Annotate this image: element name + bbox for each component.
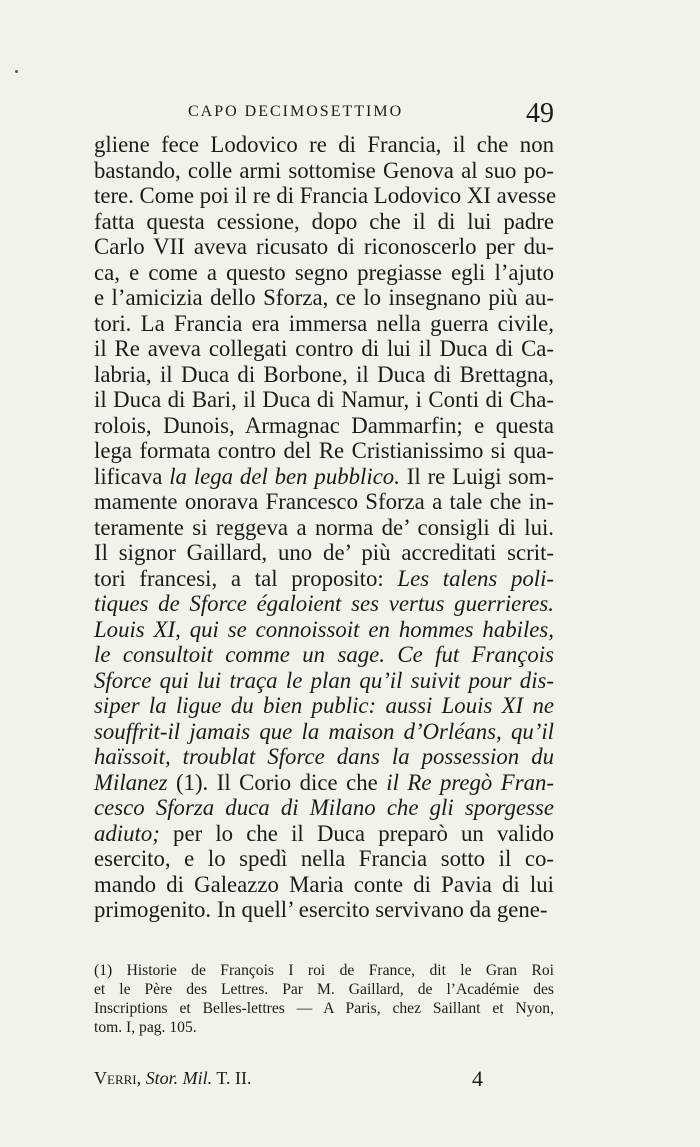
italic-segment: Les talens poli-: [397, 565, 555, 591]
italic-segment: Sforce qui lui traça le plan qu’il suivit pour dis-: [94, 667, 554, 693]
running-head: CAPO DECIMOSETTIMO: [188, 103, 404, 120]
text-segment: ca, e come a questo segno pregiasse egli l’ajuto: [94, 259, 554, 285]
text-line: [94, 719, 554, 745]
text-segment: per lo che il Duca preparò un valido: [159, 820, 554, 846]
text-segment: il Duca di Bari, il Duca di Namur, i Conti di Cha-: [94, 387, 554, 412]
page-number: 49: [526, 98, 554, 129]
text-segment: primogenito. In quell’ esercito servivano da gene-: [94, 897, 548, 922]
text-segment: rolois, Dunois, Armagnac Dammarfin; e questa: [94, 412, 554, 438]
text-line: [94, 362, 554, 388]
text-line: [94, 693, 554, 719]
text-line: [94, 795, 554, 821]
text-line: [94, 311, 554, 337]
text-line: [94, 668, 554, 694]
page-footer: [94, 1068, 554, 1098]
text-line: [94, 872, 554, 898]
text-line: [94, 183, 557, 209]
text-line: [94, 464, 554, 490]
italic-segment: siper la ligue du bien public: aussi Louis XI ne: [94, 693, 554, 718]
text-line: [94, 387, 554, 413]
text-line: [94, 285, 554, 311]
text-line: [94, 489, 554, 515]
footnote-line: (1) Historie de François I roi de France, dit le Gran Roi: [94, 962, 554, 979]
text-segment: gliene fece Lodovico re di Francia, il che non: [94, 132, 554, 157]
text-segment: e l’amicizia dello Sforza, ce lo insegnano più au-: [94, 285, 554, 310]
text-segment: mando di Galeazzo Maria conte di Pavia di lui: [94, 871, 554, 897]
text-line: [94, 744, 554, 770]
text-segment: (1). Il Corio dice che: [167, 769, 387, 795]
text-line: [94, 336, 554, 362]
text-line: [94, 846, 554, 872]
text-line: [94, 413, 554, 439]
body-text: [94, 132, 557, 923]
italic-segment: le consultoit comme un sage. Ce fut François: [94, 642, 554, 667]
text-segment: tere. Come poi il re di Francia Lodovico XI avesse: [94, 183, 557, 208]
signature-author: Verri,: [94, 1068, 142, 1088]
signature-number: 4: [472, 1066, 483, 1091]
text-line: [94, 260, 554, 286]
ink-speck: [15, 70, 18, 73]
signature-title: Stor. Mil.: [145, 1068, 213, 1088]
text-segment: Il re Luigi som-: [399, 463, 554, 489]
text-segment: mamente onorava Francesco Sforza a tale che in-: [94, 489, 554, 514]
text-line: [94, 821, 554, 847]
italic-segment: haïssoit, troublat Sforce dans la possession du: [94, 744, 554, 769]
text-line: [94, 209, 554, 235]
signature-line: [94, 1068, 251, 1089]
text-segment: Carlo VII aveva ricusato di riconoscerlo per du-: [94, 234, 554, 259]
text-line: [94, 158, 554, 184]
text-segment: labria, il Duca di Borbone, il Duca di Brettagna,: [94, 361, 554, 387]
text-line: [94, 770, 554, 796]
text-segment: esercito, e lo spedì nella Francia sotto il co-: [94, 846, 554, 871]
italic-segment: souffrit-il jamais que la maison d’Orléans, qu’il: [94, 718, 554, 744]
text-segment: lificava: [94, 463, 170, 489]
text-segment: tori. La Francia era immersa nella guerra civile,: [94, 310, 554, 336]
italic-segment: Louis XI, qui se connoissoit en hommes habiles,: [94, 616, 554, 642]
text-line: [94, 897, 554, 923]
text-line: [94, 438, 554, 464]
text-segment: Il signor Gaillard, uno de’ più accreditati scrit-: [94, 540, 554, 565]
text-line: [94, 540, 554, 566]
italic-segment: il Re pregò Fran-: [386, 769, 554, 795]
text-line: [94, 617, 554, 643]
italic-segment: cesco Sforza duca di Milano che gli sporgesse: [94, 795, 554, 820]
text-line: [94, 566, 554, 592]
text-segment: teramente si reggeva a norma de’ consigli di lui.: [94, 514, 554, 540]
footnotes: [94, 961, 554, 1037]
text-line: [94, 591, 554, 617]
footnote-line: et le Père des Lettres. Par M. Gaillard, de l’Académie des: [94, 981, 554, 998]
italic-segment: Milanez: [94, 769, 168, 795]
text-segment: bastando, colle armi sottomise Genova al suo po-: [94, 157, 554, 183]
text-line: [94, 642, 554, 668]
page-header: [94, 100, 554, 136]
italic-segment: la lega del ben pubblico.: [169, 463, 400, 489]
text-segment: il Re aveva collegati contro di lui il Duca di Ca-: [94, 336, 554, 361]
text-line: [94, 234, 554, 260]
italic-segment: tiques de Sforce égaloient ses vertus guerrieres.: [94, 591, 554, 616]
italic-segment: adiuto;: [94, 820, 160, 846]
text-segment: tori francesi, a tal proposito:: [94, 565, 398, 591]
text-line: [94, 132, 554, 158]
text-segment: lega formata contro del Re Cristianissimo si qua-: [94, 438, 554, 463]
text-line: [94, 515, 554, 541]
signature-volume: T. II.: [216, 1068, 252, 1088]
footnote-line: tom. I, pag. 105.: [94, 1019, 197, 1036]
text-segment: fatta questa cessione, dopo che il di lui padre: [94, 208, 554, 234]
footnote-line: Inscriptions et Belles-lettres — A Paris, chez Saillant et Nyon,: [94, 1000, 554, 1017]
